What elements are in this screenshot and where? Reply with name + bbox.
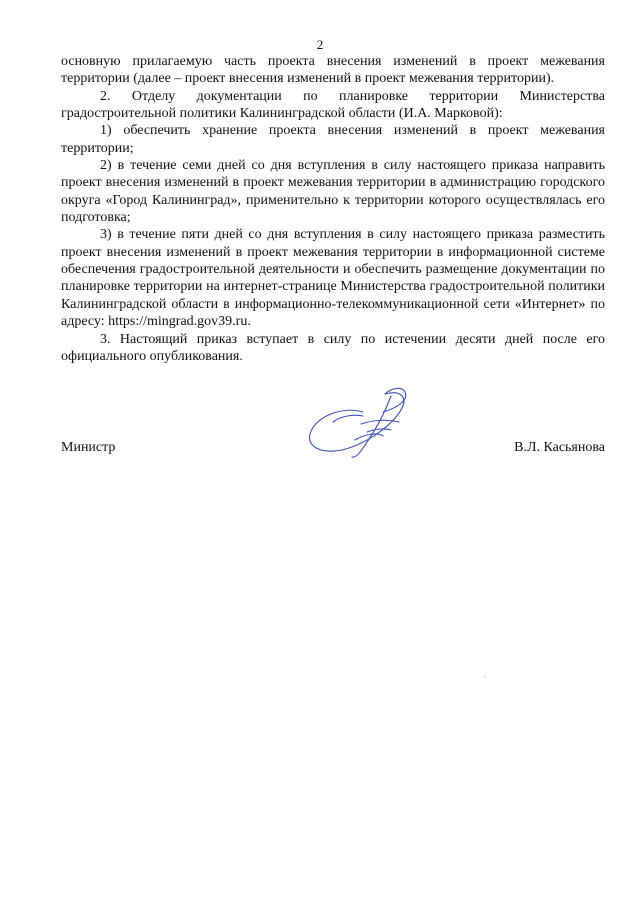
signature-block: [61, 439, 605, 459]
paragraph-subitem-1: 1) обеспечить хранение проекта внесения изменений в проект межевания территории;: [61, 123, 605, 156]
document-body: [61, 53, 605, 365]
signer-name: В.Л. Касьянова: [514, 440, 605, 455]
page-number: 2: [316, 37, 324, 52]
paragraph-item-3: 3. Настоящий приказ вступает в силу по истечении десяти дней после его официального опубликования.: [61, 331, 605, 364]
scan-artifact: [484, 676, 486, 678]
paragraph-continuation: основную прилагаемую часть проекта внесения изменений в проект межевания территории (далее – проект внесения изменений в проект межевания территории).: [61, 54, 605, 87]
signer-title: Министр: [61, 440, 116, 455]
paragraph-subitem-3: 3) в течение пяти дней со дня вступления в силу настоящего приказа разместить проект внесения изменений в проект межевания территории в информационной системе обеспечения градостроительной деятельности и обеспечить размещение документации по планировке территории на интернет-странице Министерства градостроительной политики Калининградской области в информационно-телекоммуникационной сети «Интернет» по адресу: https://mingrad.gov39.ru.: [61, 227, 605, 330]
paragraph-item-2: 2. Отделу документации по планировке территории Министерства градостроительной политики Калининградской области (И.А. Марковой):: [61, 88, 605, 122]
paragraph-subitem-2: 2) в течение семи дней со дня вступления в силу настоящего приказа направить проект внесения изменений в проект межевания территории в администрацию городского округа «Город Калининград», применительно к территории которого осуществлялась его подготовка;: [61, 158, 605, 226]
